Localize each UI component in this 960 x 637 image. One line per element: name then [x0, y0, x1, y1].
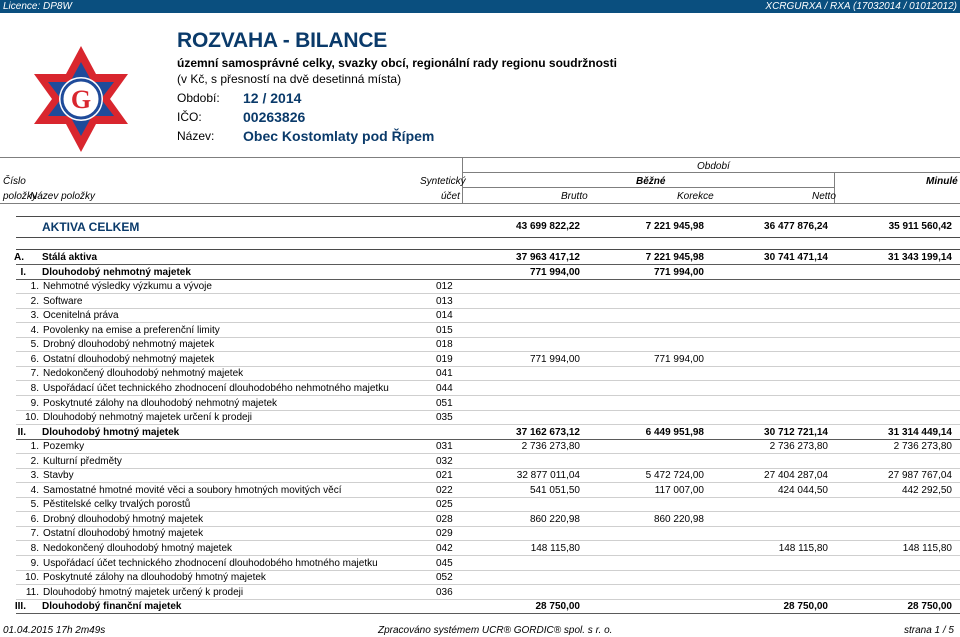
header-ucet: účet	[441, 191, 460, 202]
aktiva-netto: 36 477 876,24	[764, 221, 828, 232]
header-cislo: Číslo	[3, 176, 26, 187]
row-account: 044	[436, 383, 453, 394]
row-name: Nedokončený dlouhodobý hmotný majetek	[43, 543, 233, 554]
row-code: 1.	[30, 441, 39, 452]
table-row	[0, 585, 960, 600]
table-row	[0, 454, 960, 469]
row-code: 8.	[30, 543, 39, 554]
row-name: Pěstitelské celky trvalých porostů	[43, 499, 191, 510]
row-code: 2.	[30, 456, 39, 467]
table-row	[0, 556, 960, 571]
row-name: Pozemky	[43, 441, 85, 452]
name-label: Název:	[177, 129, 215, 143]
row-name: Povolenky na emise a preferenční limity	[43, 325, 220, 336]
table-row	[0, 352, 960, 367]
footer-system: Zpracováno systémem UCR® GORDIC® spol. s r. o.	[378, 625, 613, 636]
row-code: 1.	[30, 281, 39, 292]
row-name: Software	[43, 296, 83, 307]
row-korekce: 6 449 951,98	[645, 427, 704, 438]
footer-timestamp: 01.04.2015 17h 2m49s	[3, 625, 106, 636]
row-brutto: 2 736 273,80	[521, 441, 580, 452]
row-korekce: 860 220,98	[653, 514, 704, 525]
row-name: Nedokončený dlouhodobý nehmotný majetek	[43, 368, 244, 379]
row-name: Kulturní předměty	[43, 456, 122, 467]
row-account: 028	[436, 514, 453, 525]
table-row	[0, 308, 960, 323]
row-netto: 30 741 471,14	[764, 252, 828, 263]
row-name: Stálá aktiva	[42, 252, 98, 263]
row-name: Drobný dlouhodobý hmotný majetek	[43, 514, 204, 525]
row-code: 8.	[30, 383, 39, 394]
aktiva-celkem-row	[0, 219, 960, 235]
row-name: Dlouhodobý nehmotný majetek	[42, 267, 191, 278]
row-account: 042	[436, 543, 453, 554]
header-synteticky: Syntetický	[420, 176, 466, 187]
footer-page: strana 1 / 5	[903, 625, 954, 636]
table-row	[0, 410, 960, 425]
name-value: Obec Kostomlaty pod Řípem	[243, 128, 435, 144]
row-minule: 31 343 199,14	[888, 252, 952, 263]
row-account: 015	[436, 325, 453, 336]
table-row	[0, 396, 960, 411]
ico-label: IČO:	[177, 110, 202, 124]
header-rule-top	[0, 157, 960, 158]
row-brutto: 860 220,98	[529, 514, 580, 525]
row-account: 032	[436, 456, 453, 467]
header-netto: Netto	[812, 191, 836, 202]
table-row	[0, 468, 960, 483]
row-netto: 30 712 721,14	[764, 427, 828, 438]
row-account: 036	[436, 587, 453, 598]
row-brutto: 32 877 011,04	[516, 470, 580, 481]
row-account: 035	[436, 412, 453, 423]
aktiva-rule-bottom	[16, 237, 960, 238]
row-name: Uspořádací účet technického zhodnocení dlouhodobého nehmotného majetku	[43, 383, 389, 394]
row-account: 052	[436, 572, 453, 583]
row-name: Nehmotné výsledky výzkumu a vývoje	[43, 281, 212, 292]
report-code-text: XCRGURXA / RXA (17032014 / 01012012)	[765, 1, 957, 12]
row-brutto: 28 750,00	[535, 601, 580, 612]
row-korekce: 117 007,00	[654, 485, 704, 496]
table-row	[0, 439, 960, 454]
row-account: 022	[436, 485, 453, 496]
row-code: 10.	[25, 572, 39, 583]
row-account: 018	[436, 339, 453, 350]
header-bezne: Běžné	[636, 176, 666, 187]
table-row	[0, 425, 960, 440]
row-account: 012	[436, 281, 453, 292]
row-name: Dlouhodobý hmotný majetek	[42, 427, 180, 438]
period-label: Období:	[177, 91, 220, 105]
row-name: Ostatní dlouhodobý nehmotný majetek	[43, 354, 215, 365]
row-code: 6.	[30, 514, 39, 525]
row-account: 031	[436, 441, 453, 452]
aktiva-celkem-label: AKTIVA CELKEM	[42, 220, 140, 234]
row-minule: 2 736 273,80	[893, 441, 952, 452]
header-minule: Minulé	[926, 176, 958, 187]
row-netto: 2 736 273,80	[769, 441, 828, 452]
row-minule: 442 292,50	[901, 485, 952, 496]
row-code: 11.	[25, 587, 39, 598]
header-polozky: položky	[3, 191, 37, 202]
table-row	[0, 483, 960, 498]
table-row	[0, 294, 960, 309]
table-row	[0, 366, 960, 381]
row-code: 4.	[30, 485, 39, 496]
row-account: 013	[436, 296, 453, 307]
row-account: 021	[436, 470, 453, 481]
row-name: Uspořádací účet technického zhodnocení dlouhodobého hmotného majetku	[43, 558, 378, 569]
row-code: 7.	[30, 368, 39, 379]
row-brutto: 771 994,00	[529, 267, 580, 278]
aktiva-brutto: 43 699 822,22	[516, 221, 580, 232]
row-name: Poskytnuté zálohy na dlouhodobý nehmotný majetek	[43, 398, 278, 409]
aktiva-rule-top	[16, 216, 960, 217]
row-code: 3.	[30, 470, 39, 481]
row-rule	[16, 613, 960, 614]
row-name: Dlouhodobý hmotný majetek určený k prodeji	[43, 587, 244, 598]
header-rule-mid	[462, 172, 960, 173]
svg-text:G: G	[70, 85, 92, 114]
row-netto: 424 044,50	[777, 485, 828, 496]
row-name: Samostatné hmotné movité věci a soubory hmotných movitých věcí	[43, 485, 342, 496]
row-korekce: 771 994,00	[653, 354, 704, 365]
row-code: I.	[20, 267, 26, 278]
row-name: Dlouhodobý finanční majetek	[42, 601, 182, 612]
row-minule: 148 115,80	[902, 543, 952, 554]
table-row	[0, 323, 960, 338]
aktiva-minule: 35 911 560,42	[888, 221, 952, 232]
period-value: 12 / 2014	[243, 90, 302, 106]
row-code: 2.	[30, 296, 39, 307]
table-row	[0, 381, 960, 396]
table-row	[0, 570, 960, 585]
row-code: 9.	[30, 558, 39, 569]
row-netto: 28 750,00	[783, 601, 828, 612]
row-code: 6.	[30, 354, 39, 365]
table-row	[0, 279, 960, 294]
row-account: 051	[436, 398, 453, 409]
header-nazev: Název položky	[30, 191, 96, 202]
row-code: A.	[14, 252, 24, 263]
license-bar	[0, 0, 960, 13]
table-row	[0, 512, 960, 527]
row-name: Poskytnuté zálohy na dlouhodobý hmotný majetek	[43, 572, 266, 583]
row-account: 029	[436, 528, 453, 539]
row-account: 025	[436, 499, 453, 510]
row-account: 041	[436, 368, 453, 379]
row-code: II.	[17, 427, 26, 438]
gordic-logo-icon	[22, 44, 140, 154]
row-code: 7.	[30, 528, 39, 539]
row-account: 045	[436, 558, 453, 569]
row-code: 10.	[25, 412, 39, 423]
row-minule: 28 750,00	[907, 601, 952, 612]
header-rule-bottom	[0, 203, 960, 204]
table-row	[0, 250, 960, 265]
row-korekce: 7 221 945,98	[645, 252, 704, 263]
row-brutto: 148 115,80	[530, 543, 580, 554]
row-code: 5.	[30, 339, 39, 350]
header-obdobi: Období	[697, 161, 730, 172]
ico-value: 00263826	[243, 109, 306, 125]
row-account: 014	[436, 310, 453, 321]
row-name: Ocenitelná práva	[43, 310, 119, 321]
row-minule: 27 987 767,04	[888, 470, 952, 481]
header-brutto: Brutto	[561, 191, 588, 202]
report-units: (v Kč, s přesností na dvě desetinná místa)	[177, 72, 402, 86]
row-code: III.	[14, 601, 26, 612]
aktiva-korekce: 7 221 945,98	[645, 221, 704, 232]
row-code: 3.	[30, 310, 39, 321]
row-name: Dlouhodobý nehmotný majetek určení k prodeji	[43, 412, 253, 423]
row-name: Drobný dlouhodobý nehmotný majetek	[43, 339, 215, 350]
row-brutto: 541 051,50	[529, 485, 580, 496]
row-code: 4.	[30, 325, 39, 336]
table-row	[0, 265, 960, 280]
row-name: Stavby	[43, 470, 74, 481]
license-text: Licence: DP8W	[3, 1, 72, 12]
header-korekce: Korekce	[677, 191, 714, 202]
row-netto: 148 115,80	[778, 543, 828, 554]
table-row	[0, 526, 960, 541]
row-code: 9.	[30, 398, 39, 409]
row-brutto: 37 162 673,12	[516, 427, 580, 438]
row-code: 5.	[30, 499, 39, 510]
report-subtitle: územní samosprávné celky, svazky obcí, regionální rady regionu soudržnosti	[177, 56, 617, 70]
report-title: ROZVAHA - BILANCE	[177, 29, 388, 52]
row-korekce: 5 472 724,00	[645, 470, 704, 481]
row-minule: 31 314 449,14	[888, 427, 952, 438]
header-rule-bezne	[462, 187, 834, 188]
table-row	[0, 337, 960, 352]
row-account: 019	[436, 354, 453, 365]
row-name: Ostatní dlouhodobý hmotný majetek	[43, 528, 204, 539]
page-footer	[0, 623, 960, 637]
table-row	[0, 599, 960, 614]
row-netto: 27 404 287,04	[764, 470, 828, 481]
table-row	[0, 541, 960, 556]
row-korekce: 771 994,00	[653, 267, 704, 278]
table-row	[0, 497, 960, 512]
row-brutto: 37 963 417,12	[516, 252, 580, 263]
row-brutto: 771 994,00	[529, 354, 580, 365]
